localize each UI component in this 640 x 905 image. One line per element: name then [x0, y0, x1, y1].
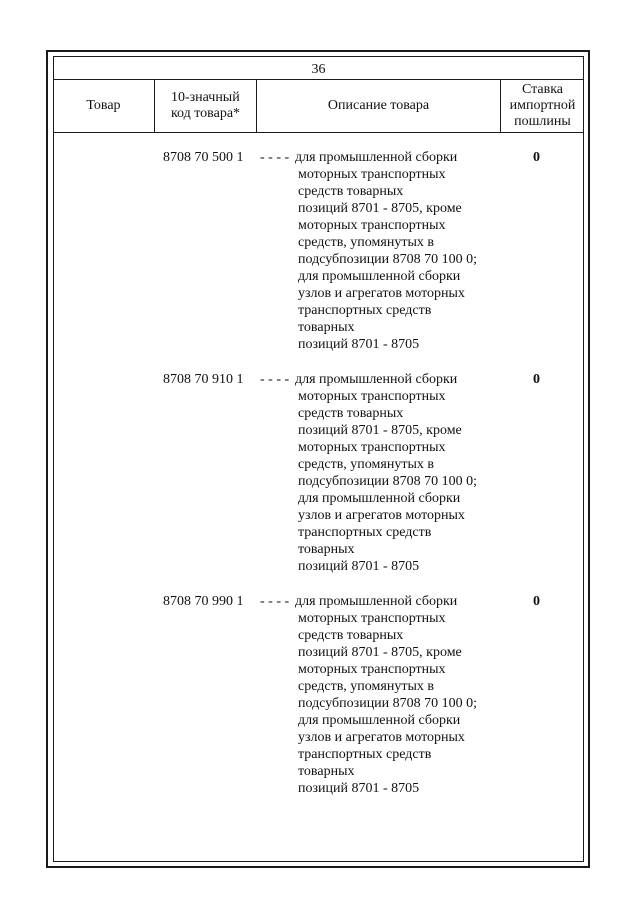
row-description — [295, 593, 510, 797]
row-dashes: - - - - — [260, 150, 290, 165]
description-line: товарных — [298, 320, 355, 335]
description-line: средств товарных — [298, 628, 404, 643]
description-line: позиций 8701 - 8705 — [298, 781, 420, 796]
row-description — [295, 371, 510, 575]
table-header — [53, 79, 584, 133]
header-code-label — [171, 90, 240, 122]
header-cell-rate — [501, 80, 584, 132]
row-rate: 0 — [533, 594, 540, 609]
description-line: позиций 8701 - 8705 — [298, 559, 420, 574]
description-line: позиций 8701 - 8705, кроме — [298, 423, 462, 438]
row-dashes: - - - - — [260, 594, 290, 609]
description-line: узлов и агрегатов моторных — [298, 508, 465, 523]
description-line: позиций 8701 - 8705, кроме — [298, 201, 462, 216]
description-line: средств, упомянутых в — [298, 235, 434, 250]
description-line: средств товарных — [298, 184, 404, 199]
row-code: 8708 70 990 1 — [163, 594, 244, 609]
header-description-label: Описание товара — [327, 98, 430, 113]
description-line: средств товарных — [298, 406, 404, 421]
header-cell-tovar — [53, 80, 155, 132]
description-line: подсубпозиции 8708 70 100 0; — [298, 252, 478, 267]
description-line: моторных транспортных — [298, 662, 446, 677]
row-code: 8708 70 910 1 — [163, 372, 244, 387]
description-line: транспортных средств — [298, 747, 432, 762]
description-line: подсубпозиции 8708 70 100 0; — [298, 696, 478, 711]
description-line: товарных — [298, 542, 355, 557]
description-line: для промышленной сборки — [295, 372, 458, 387]
description-line: товарных — [298, 764, 355, 779]
description-line: для промышленной сборки — [298, 269, 461, 284]
header-tovar-label: Товар — [86, 98, 121, 113]
page-number: 36 — [311, 62, 326, 77]
header-code-line1: 10-значный — [170, 90, 240, 105]
description-line: моторных транспортных — [298, 389, 446, 404]
description-line: узлов и агрегатов моторных — [298, 730, 465, 745]
description-line: моторных транспортных — [298, 611, 446, 626]
row-code: 8708 70 500 1 — [163, 150, 244, 165]
header-cell-code — [155, 80, 257, 132]
header-rate-label — [510, 82, 576, 130]
description-line: средств, упомянутых в — [298, 679, 434, 694]
description-line: подсубпозиции 8708 70 100 0; — [298, 474, 478, 489]
description-line: позиций 8701 - 8705 — [298, 337, 420, 352]
row-rate: 0 — [533, 372, 540, 387]
header-rate-line1: Ставка — [521, 82, 564, 97]
row-description — [295, 149, 510, 353]
description-line: моторных транспортных — [298, 218, 446, 233]
header-rate-line2: импортной — [509, 98, 576, 113]
description-line: моторных транспортных — [298, 440, 446, 455]
description-line: моторных транспортных — [298, 167, 446, 182]
header-cell-description — [257, 80, 501, 132]
description-line: для промышленной сборки — [298, 713, 461, 728]
description-line: транспортных средств — [298, 525, 432, 540]
description-line: позиций 8701 - 8705, кроме — [298, 645, 462, 660]
header-rate-line3: пошлины — [514, 114, 571, 129]
description-line: транспортных средств — [298, 303, 432, 318]
header-code-line2: код товара* — [170, 106, 241, 121]
description-line: средств, упомянутых в — [298, 457, 434, 472]
description-line: для промышленной сборки — [295, 594, 458, 609]
row-dashes: - - - - — [260, 372, 290, 387]
description-line: для промышленной сборки — [295, 150, 458, 165]
row-rate: 0 — [533, 150, 540, 165]
description-line: для промышленной сборки — [298, 491, 461, 506]
description-line: узлов и агрегатов моторных — [298, 286, 465, 301]
